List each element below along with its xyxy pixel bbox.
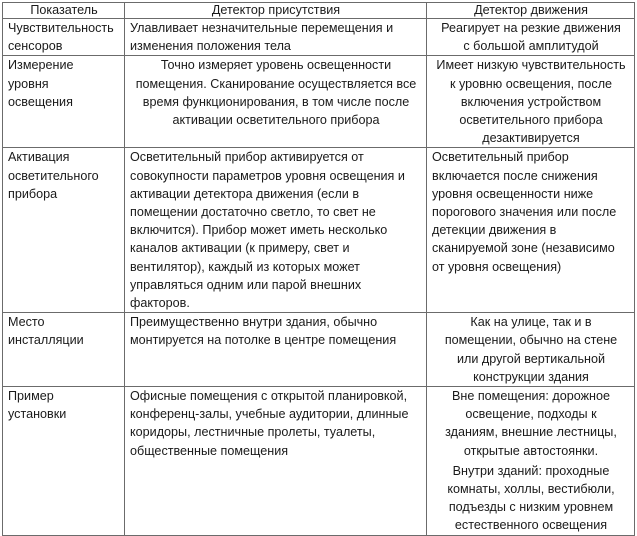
presence-cell: Преимущественно внутри здания, обычно монтируется на потолке в центре помещения	[125, 313, 427, 387]
presence-cell: Точно измеряет уровень освещенности помещения. Сканирование осуществляется все время функционирования, в том числе после активации осветительного прибора	[125, 56, 427, 148]
motion-cell	[427, 387, 635, 536]
motion-paragraph-outdoor: Вне помещения: дорожное освещение, подходы к зданиям, внешние лестницы, открытые автостоянки.	[445, 389, 617, 458]
comparison-table	[2, 2, 635, 536]
motion-paragraph-indoor: Внутри зданий: проходные комнаты, холлы, вестибюли, подъезды с низким уровнем естественного освещения	[447, 463, 615, 533]
table-row	[3, 56, 635, 148]
header-presence-detector: Детектор присутствия	[125, 3, 427, 19]
row-label: Измерение уровня освещения	[3, 56, 125, 148]
motion-cell: Осветительный прибор включается после снижения уровня освещенности ниже порогового значения или после детекции движения в сканируемой зоне (независимо от уровня освещения)	[427, 148, 635, 313]
row-label: Пример установки	[3, 387, 125, 536]
row-label: Активация осветительного прибора	[3, 148, 125, 313]
header-indicator: Показатель	[3, 3, 125, 19]
header-row	[3, 3, 635, 19]
table-row	[3, 313, 635, 387]
table-row	[3, 387, 635, 536]
presence-cell: Осветительный прибор активируется от совокупности параметров уровня освещения и активации детектора движения (если в помещении достаточно светло, то свет не включится). Прибор может иметь несколько каналов активации (к примеру, свет и вентилятор), каждый из которых может управляться одним или парой внешних факторов.	[125, 148, 427, 313]
motion-cell: Имеет низкую чувствительность к уровню освещения, после включения устройством осветительного прибора дезактивируется	[427, 56, 635, 148]
presence-cell: Улавливает незначительные перемещения и изменения положения тела	[125, 19, 427, 56]
motion-cell: Реагирует на резкие движения с большой амплитудой	[427, 19, 635, 56]
table-row	[3, 148, 635, 313]
table-row	[3, 19, 635, 56]
header-motion-detector: Детектор движения	[427, 3, 635, 19]
motion-cell: Как на улице, так и в помещении, обычно на стене или другой вертикальной конструкции здания	[427, 313, 635, 387]
presence-cell: Офисные помещения с открытой планировкой, конференц-залы, учебные аудитории, длинные коридоры, лестничные пролеты, туалеты, общественные помещения	[125, 387, 427, 536]
row-label: Чувствительность сенсоров	[3, 19, 125, 56]
row-label: Место инсталляции	[3, 313, 125, 387]
